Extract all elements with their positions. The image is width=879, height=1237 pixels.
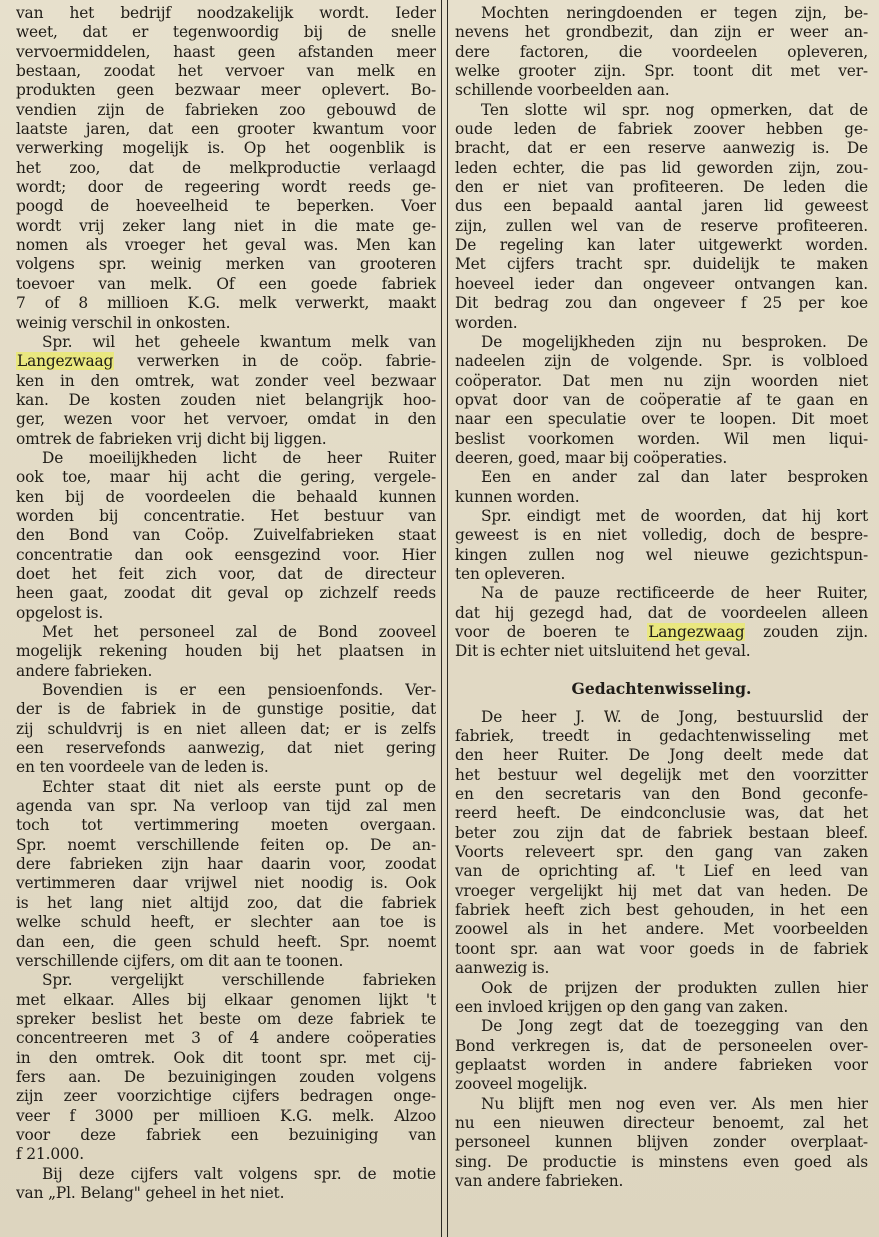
text-line: in den omtrek. Ook dit toont spr. met cij- [16,1048,436,1067]
text-line: den er niet van profiteeren. De leden die [455,178,868,197]
text-line: Spr. wil het geheele kwantum melk van [42,332,436,351]
text-line: concentratie dan ook eensgezind voor. Hier [16,545,436,564]
text-line: geplaatst worden in andere fabrieken voor [455,1055,868,1074]
text-line: wordt; door de regeering wordt reeds ge- [16,178,436,197]
text-line: Spr. vergelijkt verschillende fabrieken [42,971,436,990]
text-line: van „Pl. Belang" geheel in het niet. [16,1183,285,1202]
text-line: spreker beslist het beste om deze fabriek te [16,1009,436,1028]
text-line: Ten slotte wil spr. nog opmerken, dat de [481,100,868,119]
text-line: f 21.000. [16,1145,84,1164]
text-line: zoowel als in het andere. Met voorbeelden [455,920,868,939]
text-line: van het bedrijf noodzakelijk wordt. Ieder [16,4,436,22]
text-line: het bestuur wel degelijk met den voorzitter [455,765,868,784]
text-line: Nu blijft men nog even ver. Als men hier [481,1094,868,1113]
text-line: van andere fabrieken. [455,1171,624,1190]
text-line: worden. [455,313,518,332]
text-line: verschillende cijfers, om dit aan te toonen. [16,951,344,970]
text-line: ken in den omtrek, wat zonder veel bezwaar [16,371,436,390]
text-line: opgelost is. [16,603,104,622]
text-line: nu een nieuwen directeur benoemt, zal het [455,1113,868,1132]
text-line: en ten voordeele van de leden is. [16,758,269,777]
text-line: vertimmeren daar vrijwel niet noodig is. Ook [16,874,436,893]
text-line: Na de pauze rectificeerde de heer Ruiter, [481,584,868,603]
text-line: De regeling kan later uitgewerkt worden. [455,236,868,255]
text-line: ken bij de voordeelen die behaald kunnen [16,487,436,506]
text-line: poogd de hoeveelheid te beperken. Voer [16,197,436,216]
text-line: Een en ander zal dan later besproken [481,468,868,487]
text-line: produkten geen bezwaar meer oplevert. Bo- [16,81,436,100]
text-line: concentreeren met 3 of 4 andere coöperaties [16,1029,436,1048]
text-line: der is de fabriek in de gunstige positie, dat [16,700,436,719]
text-line: doet het feit zich voor, dat de directeur [16,564,436,583]
text-line: dere fabrieken zijn haar daarin voor, zoodat [16,855,436,874]
right-column-top [455,4,868,662]
text-line: ook toe, maar hij acht die gering, vergele- [16,468,436,487]
text-line: zijn zeer voorzichtige cijfers bedragen onge- [16,1087,436,1106]
text-line: personeel kunnen blijven zonder overplaat- [455,1133,868,1152]
text-line: sing. De productie is minstens even goed als [455,1152,868,1171]
text-line: leden echter, die pas lid geworden zijn, zou- [455,158,868,177]
text-line: beter zou zijn dat de fabriek bestaan bleef. [455,823,868,842]
text-line: dere factoren, die voordeelen opleveren, [455,42,868,61]
text-line: den Bond van Coöp. Zuivelfabrieken staat [16,526,436,545]
text-line: een reservefonds aanwezig, dat niet gering [16,739,436,758]
text-line: bestaan, zoodat het vervoer van melk en [16,62,436,81]
text-line: fers aan. De bezuinigingen zouden volgens [16,1067,436,1086]
text-line: bracht, dat er een reserve aanwezig is. De [455,139,868,158]
text-line: Langezwaag verwerken in de coöp. fabrie- [17,352,436,371]
text-line: het zoo, dat de melkproductie verlaagd [16,158,436,177]
text-line: laatste jaren, dat een grooter kwantum voor [16,120,436,139]
text-line: omtrek de fabrieken vrij dicht bij liggen. [16,429,327,448]
text-line: vroeger vergelijkt hij met dat van heden. De [455,881,868,900]
text-line: hoeveel ieder dan ongeveer ontvangen kan. [455,274,868,293]
text-line: voor de boeren te Langezwaag zouden zijn. [455,623,868,641]
text-line: De moeilijkheden licht de heer Ruiter [42,448,436,467]
text-line: vervoermiddelen, haast geen afstanden meer [16,42,436,61]
text-line: nomen als vroeger het geval was. Men kan [16,236,436,255]
text-line: dat hij gezegd had, dat de voordeelen alleen [455,603,868,622]
text-line: geweest is en niet volledig, doch de bespre- [455,526,868,545]
text-line: verwerking mogelijk is. Op het oogenblik is [16,139,436,158]
text-line: toevoer van melk. Of een goede fabriek [16,274,436,293]
text-line: dus een bepaald aantal jaren lid geweest [455,197,868,216]
text-line: agenda van spr. Na verloop van tijd zal men [16,797,436,816]
text-line: mogelijk rekening houden bij het plaatsen in [16,642,436,661]
text-line: ten opleveren. [455,564,566,583]
text-line: kunnen worden. [455,487,580,506]
text-line: Bond verkregen is, dat de personeelen over- [455,1036,868,1055]
text-line: beslist voorkomen worden. Wil men liqui- [455,429,868,448]
text-line: Echter staat dit niet als eerste punt op de [42,777,436,796]
text-line: deeren, goed, maar bij coöperaties. [455,448,728,467]
text-line: Bij deze cijfers valt volgens spr. de motie [42,1164,436,1183]
text-line: andere fabrieken. [16,661,153,680]
text-line: kan. De kosten zouden niet belangrijk hoo- [16,390,436,409]
text-line: wordt vrij zeker lang niet in die mate ge- [16,216,436,235]
text-line: coöperator. Dat men nu zijn woorden niet [455,371,868,390]
text-line: nadeelen zijn de volgende. Spr. is volbloed [455,352,868,371]
text-line: Bovendien is er een pensioenfonds. Ver- [42,681,436,700]
text-line: Voorts releveert spr. den gang van zaken [455,843,868,862]
text-line: vendien zijn de fabrieken zoo gebouwd de [16,100,436,119]
text-line: zijn, zullen wel van de reserve profiteeren. [455,216,868,235]
text-line: toch tot vertimmering moeten overgaan. [16,816,436,835]
text-line: een invloed krijgen op den gang van zaken. [455,997,789,1016]
text-line: ger, wezen voor het vervoer, omdat in den [16,410,436,429]
text-line: den heer Ruiter. De Jong deelt mede dat [455,746,868,765]
text-line: welke grooter zijn. Spr. toont dit met ver- [455,62,868,81]
text-line: De mogelijkheden zijn nu besproken. De [481,332,868,351]
text-line: dan een, die geen schuld heeft. Spr. noemt [16,932,436,951]
text-line: opvat door van de coöperatie af te gaan en [455,390,868,409]
text-line: naar een speculatie over te loopen. Dit moet [455,410,868,429]
text-line: Spr. eindigt met de woorden, dat hij kort [481,506,868,525]
text-line: weinig verschil in onkosten. [16,313,231,332]
text-line: reerd heeft. De eindconclusie was, dat het [455,804,868,823]
text-line: volgens spr. weinig merken van grooteren [16,255,436,274]
text-line: zooveel mogelijk. [455,1075,588,1094]
search-highlight: Langezwaag [17,352,114,371]
text-line: weet, dat er tegenwoordig bij de snelle [16,23,436,42]
search-highlight: Langezwaag [648,623,745,641]
text-line: welke schuld heeft, er slechter aan toe is [16,913,436,932]
text-line: en den secretaris van den Bond geconfe- [455,785,868,804]
text-line: De heer J. W. de Jong, bestuurslid der [481,707,868,726]
text-line: zij schuldvrij is en niet alleen dat; er is zelfs [16,719,436,738]
text-line: worden bij concentratie. Het bestuur van [16,506,436,525]
text-line: van de oprichting af. 't Lief en leed van [455,862,868,881]
text-line: schillende voorbeelden aan. [455,81,670,100]
text-line: veer f 3000 per millioen K.G. melk. Alzoo [16,1106,436,1125]
text-line: fabriek, treedt in gedachtenwisseling met [455,727,868,746]
text-line: Dit bedrag zou dan ongeveer f 25 per koe [455,294,868,313]
text-line: fabriek heeft zich best gehouden, in het een [455,901,868,920]
section-heading: Gedachtenwisseling. [571,678,752,698]
text-line: met elkaar. Alles bij elkaar genomen lijkt 't [16,990,436,1009]
text-line: Spr. noemt verschillende feiten op. De an- [16,835,436,854]
text-line: aanwezig is. [455,959,550,978]
left-column [16,4,436,1231]
text-line: heen gaat, zoodat dit geval op zichzelf reeds [16,584,436,603]
text-line: toont spr. aan wat voor goeds in de fabriek [455,939,868,958]
text-line: Dit is echter niet uitsluitend het geval. [455,642,751,661]
text-line: nevens het grondbezit, dan zijn er weer an- [455,23,868,42]
text-line: is het lang niet altijd zoo, dat die fabriek [16,893,436,912]
text-line: Met het personeel zal de Bond zooveel [42,623,436,641]
text-line: Ook de prijzen der produkten zullen hier [481,978,868,997]
text-line: oude leden de fabriek zoover hebben ge- [455,120,868,139]
text-line: Met cijfers tracht spr. duidelijk te maken [455,255,868,274]
text-line: 7 of 8 millioen K.G. melk verwerkt, maakt [16,294,436,313]
text-line: kingen zullen nog wel nieuwe gezichtspun- [455,545,868,564]
text-line: Mochten neringdoenden er tegen zijn, be- [481,4,868,22]
right-column-bottom [455,708,868,1192]
column-divider [441,0,448,1237]
right-column [455,4,868,1231]
text-line: De Jong zegt dat de toezegging van den [481,1017,868,1036]
text-line: voor deze fabriek een bezuiniging van [16,1125,436,1144]
